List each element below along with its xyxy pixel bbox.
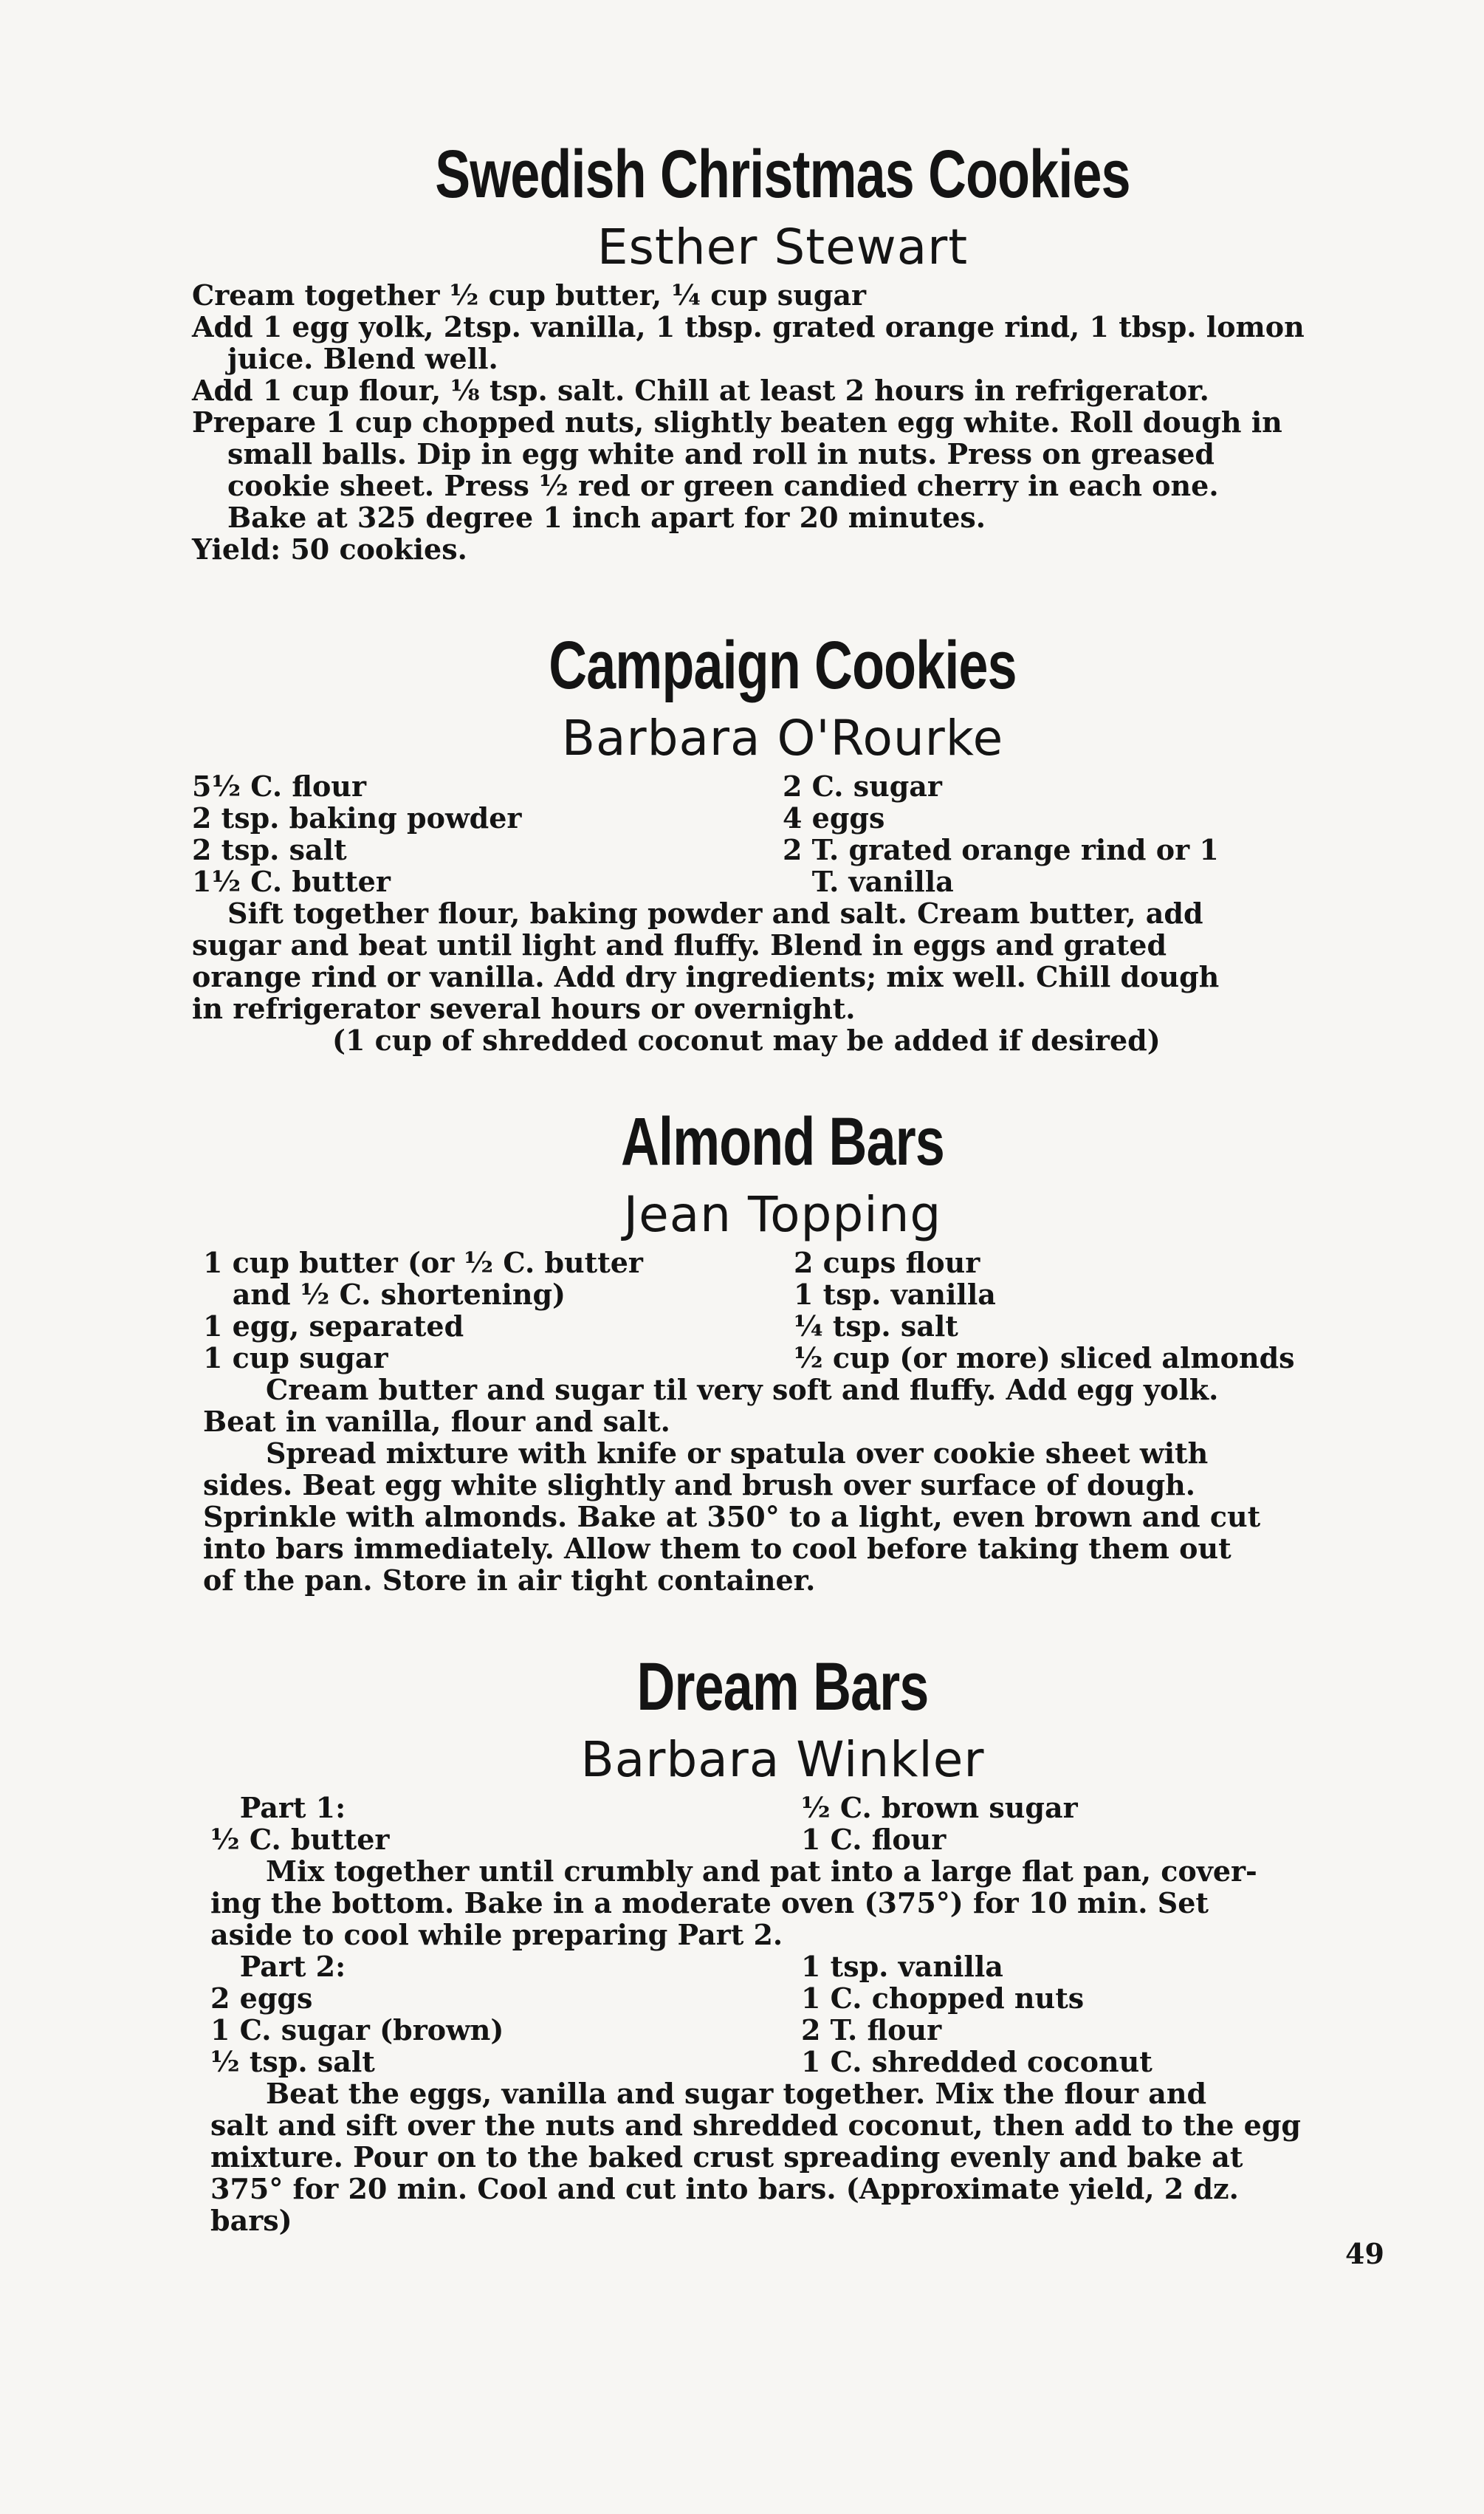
recipe-author: Barbara O'Rourke [561, 710, 1004, 767]
page-number: 49 [1345, 2237, 1384, 2270]
ingredient: ½ cup (or more) sliced almonds [794, 1341, 1295, 1374]
recipe-title: Almond Bars [621, 1104, 944, 1179]
ingredient-row [210, 1982, 1373, 2014]
ingredient-row [210, 1792, 1373, 1823]
ingredient-row [192, 866, 1373, 897]
recipe-line: Yield: 50 cookies. [192, 532, 467, 566]
recipe-line: Beat the eggs, vanilla and sugar together. Mix the flour and [266, 2077, 1207, 2110]
recipe-line: mixture. Pour on to the baked crust spreading evenly and bake at [210, 2140, 1243, 2174]
ingredient: ½ C. brown sugar [801, 1791, 1078, 1824]
recipe-line: Cream together ½ cup butter, ¼ cup sugar [192, 278, 867, 312]
ingredient-row [210, 1823, 1373, 1855]
ingredient: 1 cup butter (or ½ C. butter [203, 1246, 643, 1279]
ingredient-row [203, 1310, 1373, 1342]
recipe-line: aside to cool while preparing Part 2. [210, 1918, 783, 1951]
recipe-line: Sprinkle with almonds. Bake at 350° to a light, even brown and cut [203, 1500, 1261, 1533]
recipe-line: sugar and beat until light and fluffy. Blend in eggs and grated [192, 928, 1167, 962]
ingredient: 1 C. chopped nuts [801, 1982, 1085, 2015]
ingredient-list-part1 [192, 1792, 1373, 1855]
recipe-campaign-cookies [192, 624, 1373, 1056]
ingredient-row [210, 2014, 1373, 2046]
ingredient: 1 egg, separated [203, 1309, 464, 1343]
recipe-line: juice. Blend well. [227, 342, 498, 375]
recipe-title: Swedish Christmas Cookies [435, 137, 1130, 212]
ingredient: 1 C. flour [801, 1823, 947, 1856]
part-heading: Part 2: [210, 1950, 346, 1983]
recipe-line: Beat in vanilla, flour and salt. [203, 1405, 670, 1438]
ingredient-list [192, 1247, 1373, 1374]
recipe-line: Bake at 325 degree 1 inch apart for 20 minutes. [227, 501, 986, 534]
ingredient: 1½ C. butter [192, 865, 391, 898]
ingredient-row [192, 770, 1373, 802]
ingredient-row [210, 2046, 1373, 2078]
ingredient: ¼ tsp. salt [794, 1309, 958, 1343]
recipe-line: salt and sift over the nuts and shredded coconut, then add to the egg [210, 2109, 1301, 2142]
ingredient: 2 T. flour [801, 2013, 942, 2047]
ingredient-row [210, 1950, 1373, 1982]
ingredient: 1 C. sugar (brown) [210, 2013, 504, 2047]
ingredient-row [203, 1342, 1373, 1374]
recipe-line: ing the bottom. Bake in a moderate oven (375°) for 10 min. Set [210, 1886, 1209, 1919]
recipe-swedish-christmas-cookies [192, 133, 1373, 565]
recipe-line: Prepare 1 cup chopped nuts, slightly beaten egg white. Roll dough in [192, 405, 1282, 439]
recipe-line: (1 cup of shredded coconut may be added if desired) [332, 1024, 1161, 1057]
ingredient-row [192, 802, 1373, 834]
recipe-line: small balls. Dip in egg white and roll in nuts. Press on greased [227, 437, 1215, 470]
ingredient: 2 tsp. baking powder [192, 801, 522, 835]
recipe-dream-bars [192, 1645, 1373, 2236]
recipe-line: Mix together until crumbly and pat into a large flat pan, cover- [266, 1854, 1257, 1888]
ingredient-list-part2 [192, 1950, 1373, 2078]
ingredient: 5½ C. flour [192, 770, 366, 803]
recipe-almond-bars [192, 1100, 1373, 1596]
recipe-author: Barbara Winkler [580, 1731, 985, 1788]
ingredient: 2 eggs [210, 1982, 313, 2015]
ingredient: 2 C. sugar [783, 770, 942, 803]
recipe-line: sides. Beat egg white slightly and brush over surface of dough. [203, 1468, 1195, 1501]
recipe-line: of the pan. Store in air tight container. [203, 1563, 816, 1597]
recipe-line: bars) [210, 2204, 292, 2237]
ingredient: T. vanilla [783, 865, 954, 898]
recipe-author: Jean Topping [623, 1186, 942, 1243]
recipe-line: into bars immediately. Allow them to cool before taking them out [203, 1532, 1231, 1565]
recipe-line: orange rind or vanilla. Add dry ingredients; mix well. Chill dough [192, 960, 1220, 993]
ingredient: 4 eggs [783, 801, 885, 835]
ingredient: 1 C. shredded coconut [801, 2045, 1152, 2078]
recipe-line: 375° for 20 min. Cool and cut into bars. (Approximate yield, 2 dz. [210, 2172, 1239, 2205]
recipe-line: in refrigerator several hours or overnight. [192, 992, 856, 1025]
ingredient-list [192, 770, 1373, 897]
ingredient-row [203, 1278, 1373, 1310]
ingredient-row [203, 1247, 1373, 1278]
recipe-title: Campaign Cookies [549, 628, 1017, 703]
ingredient: 2 T. grated orange rind or 1 [783, 833, 1219, 866]
ingredient: ½ tsp. salt [210, 2045, 375, 2078]
ingredient: 2 cups flour [794, 1246, 980, 1279]
recipe-line: Sift together flour, baking powder and salt. Cream butter, add [227, 897, 1203, 930]
ingredient: 1 tsp. vanilla [794, 1278, 996, 1311]
recipe-author: Esther Stewart [597, 219, 969, 275]
ingredient: 2 tsp. salt [192, 833, 347, 866]
ingredient: ½ C. butter [210, 1823, 390, 1856]
ingredient-row [192, 834, 1373, 866]
ingredient: and ½ C. shortening) [203, 1278, 566, 1311]
recipe-line: cookie sheet. Press ½ red or green candied cherry in each one. [227, 469, 1219, 502]
recipe-line: Spread mixture with knife or spatula over cookie sheet with [266, 1436, 1209, 1470]
ingredient: 1 cup sugar [203, 1341, 388, 1374]
recipe-line: Add 1 cup flour, ⅛ tsp. salt. Chill at least 2 hours in refrigerator. [192, 374, 1209, 407]
part-heading: Part 1: [210, 1791, 346, 1824]
recipe-title: Dream Bars [636, 1649, 929, 1724]
recipe-line: Add 1 egg yolk, 2tsp. vanilla, 1 tbsp. grated orange rind, 1 tbsp. lomon [192, 310, 1305, 343]
recipe-line: Cream butter and sugar til very soft and fluffy. Add egg yolk. [266, 1373, 1219, 1406]
ingredient: 1 tsp. vanilla [801, 1950, 1003, 1983]
